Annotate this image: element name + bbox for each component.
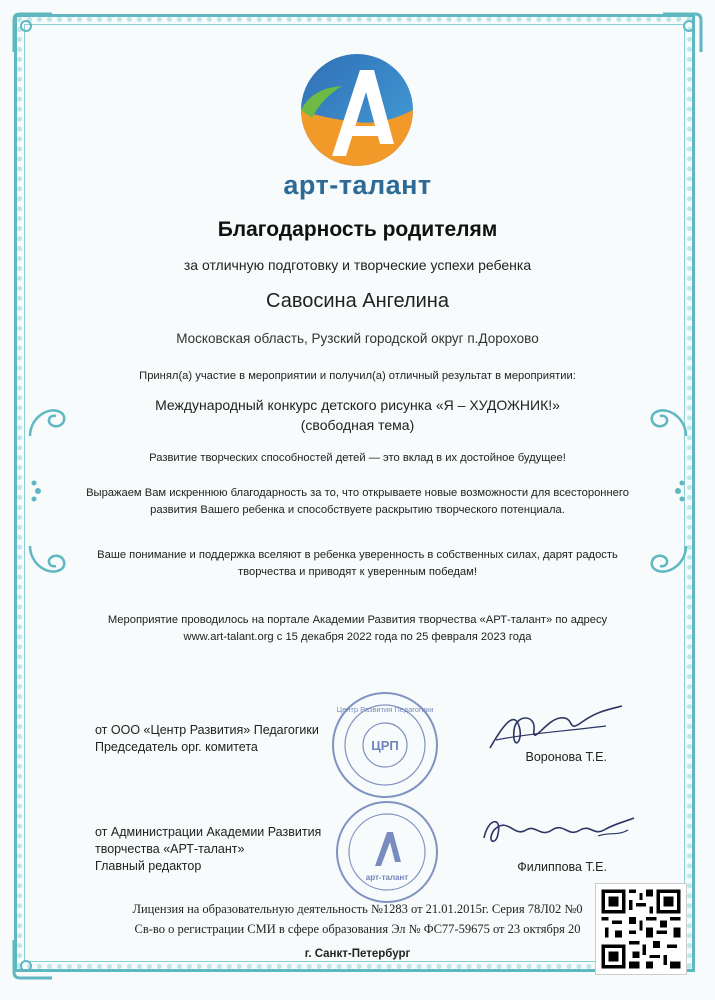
support-text: Ваше понимание и поддержка вселяют в ребенка уверенность в собственных силах, дарят радость творчества и приводят к уверенным победам! — [97, 549, 618, 578]
stamp-art-talant-icon — [335, 800, 440, 905]
signature-org-line-2: творчества «АРТ-талант» — [95, 842, 245, 856]
swirl-ornament-icon — [648, 540, 692, 584]
signature-org-line: от Администрации Академии Развития — [95, 825, 322, 839]
certificate-subtitle: за отличную подготовку и творческие успехи ребенка — [183, 257, 532, 273]
development-text: Развитие творческих способностей детей — это вклад в их достойное будущее! — [149, 452, 566, 464]
swirl-ornament-icon — [24, 540, 68, 584]
corner-ornament-icon — [10, 10, 56, 56]
signature-block-2 — [95, 824, 321, 875]
stamp-crp-icon — [330, 690, 440, 800]
signer-name-2: Филиппова Т.Е. — [517, 860, 607, 874]
signature-role-line: Главный редактор — [95, 859, 202, 873]
license-text: Лицензия на образовательную деятельность №1283 от 21.01.2015г. Серия 78Л02 №0 — [132, 902, 583, 916]
thanks-text: Выражаем Вам искреннюю благодарность за то, что открываете новые возможности для всестороннего развития Вашего ребенка и способствуете раскрытию творческого потенциала. — [86, 487, 629, 516]
dots-ornament-icon — [28, 478, 48, 504]
contest-title — [40, 395, 675, 435]
dots-ornament-icon — [668, 478, 688, 504]
signer-name-1: Воронова Т.Е. — [525, 750, 607, 764]
stamp-center-text: ЦРП — [371, 738, 399, 753]
stamp-brand-text: арт-талант — [365, 873, 409, 882]
certificate-title: Благодарность родителям — [217, 218, 498, 241]
signature-role-line: Председатель орг. комитета — [95, 740, 258, 754]
city-text: г. Санкт-Петербург — [304, 948, 411, 960]
signature-org-line: от ООО «Центр Развития» Педагогики — [95, 723, 319, 737]
brand-name: арт-талант — [283, 170, 432, 200]
handwritten-signature-2 — [478, 808, 638, 858]
recipient-region: Московская область, Рузский городской округ п.Дорохово — [176, 331, 539, 346]
handwritten-signature-1 — [486, 700, 626, 760]
recipient-name: Савосина Ангелина — [266, 290, 449, 312]
qr-code-icon[interactable] — [596, 884, 686, 974]
stamp-ring-text: Центр Развития Педагогики — [336, 705, 434, 714]
signature-block-1 — [95, 722, 319, 756]
contest-line-1: Международный конкурс детского рисунка «Я – ХУДОЖНИК!» — [155, 397, 560, 413]
corner-ornament-icon — [659, 10, 705, 56]
contest-line-2: (свободная тема) — [300, 417, 415, 433]
participation-text: Принял(а) участие в мероприятии и получил(а) отличный результат в мероприятии: — [139, 370, 576, 382]
portal-text: Мероприятие проводилось на портале Академии Развития творчества «АРТ-талант» по адресу www.art-talant.org с 15 декабря 2022 года по 25 февраля 2023 года — [107, 614, 608, 643]
media-registration-text: Св-во о регистрации СМИ в сфере образования Эл № ФС77-59675 от 23 октября 20 — [134, 922, 581, 936]
